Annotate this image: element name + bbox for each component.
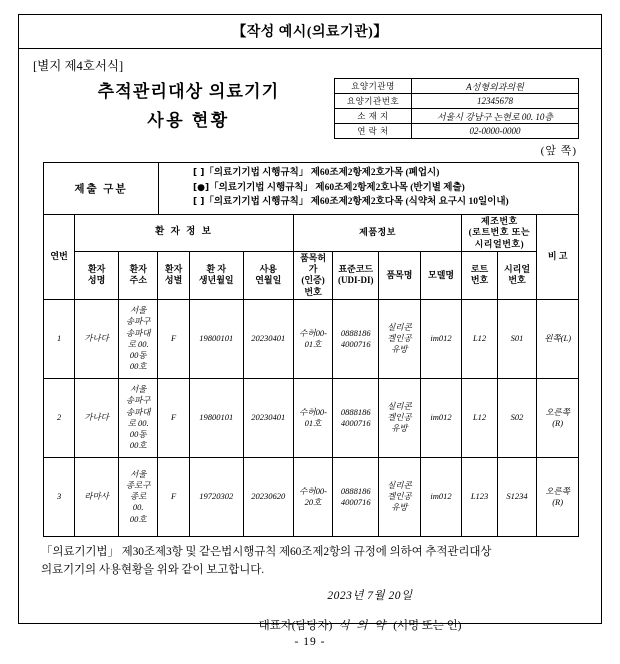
row3-patient-name: 라마사: [75, 457, 119, 536]
header-patient-address-l2: 주소: [129, 275, 147, 286]
closing-statement-line1: 「의료기기법」 제30조제3항 및 같은법시행규칙 제60조제2항의 규정에 의하여 추적관리대상: [41, 545, 492, 558]
submission-option-b[interactable]: [193, 181, 578, 196]
header-lot-no-l1: 로트: [470, 264, 489, 275]
row1-item-l2: 겔인공: [387, 333, 412, 344]
table-row: [335, 109, 579, 124]
row3-addr-l1: 서울: [129, 468, 147, 479]
row1-item-name: [379, 299, 421, 378]
row2-addr-l6: 00호: [129, 440, 147, 451]
institution-value-name: A성형외과의원: [412, 79, 579, 94]
table-row: [335, 79, 579, 94]
header-block: [43, 78, 579, 139]
row2-item-l1: 실리콘: [387, 400, 412, 411]
row1-addr-l1: 서울: [129, 305, 147, 316]
row1-addr-l6: 00호: [129, 361, 147, 372]
row1-remark-l1: 왼쪽(L): [544, 333, 572, 344]
row1-item-l3: 유방: [391, 344, 408, 355]
form-body: [43, 162, 579, 537]
header-patient-birth-l2: 생년월일: [198, 275, 234, 286]
table-row: [44, 378, 579, 457]
institution-label-number: 요양기관번호: [335, 94, 412, 109]
header-udi-di: [333, 251, 379, 299]
row1-model-name: im012: [420, 299, 462, 378]
institution-value-address: 서울시 강남구 논현로 00. 10층: [412, 109, 579, 124]
row2-item-l3: 유방: [391, 423, 408, 434]
row3-use-date: 20230620: [243, 457, 293, 536]
row2-lic-l1: 수허00-: [299, 406, 327, 417]
usage-records-table: [43, 214, 579, 537]
header-license-no-l3: (인증): [301, 275, 325, 286]
row2-patient-address: [118, 378, 158, 457]
row1-udi-di: [333, 299, 379, 378]
row1-license-no: [293, 299, 333, 378]
row1-patient-name: 가나다: [75, 299, 119, 378]
row2-addr-l3: 송파대: [125, 406, 151, 417]
header-serial-no-l1: 시리얼: [503, 264, 531, 275]
header-no: 연번: [44, 215, 75, 300]
header-patient-sex-l1: 환자: [164, 264, 183, 275]
row2-lic-l2: 01호: [304, 417, 322, 428]
checkbox-option-c[interactable]: [ ]: [193, 197, 205, 208]
closing-statement-line2: 의료기기의 사용현황을 위와 같이 보고합니다.: [41, 563, 265, 576]
header-patient-name-l2: 성명: [87, 275, 106, 286]
row1-item-l1: 실리콘: [387, 321, 412, 332]
header-item-name: 품목명: [379, 251, 421, 299]
row1-serial-no: S01: [497, 299, 537, 378]
row1-patient-sex: F: [158, 299, 189, 378]
header-patient-birth-l1: 환 자: [206, 264, 227, 275]
header-use-date-l2: 연월일: [255, 275, 282, 286]
row2-no: 2: [44, 378, 75, 457]
row3-item-l2: 겔인공: [387, 491, 412, 502]
closing-statement: [41, 544, 579, 636]
header-license-no-l1: 품목허: [299, 252, 327, 263]
row2-udi-l2: 4000716: [340, 417, 371, 428]
header-license-no-l4: 번호: [304, 286, 322, 297]
header-model-name: 모델명: [420, 251, 462, 299]
header-mfg-line2: (로트번호 또는: [468, 227, 531, 238]
document-heading-line1: 추적관리대상 의료기기: [97, 82, 280, 102]
row1-addr-l3: 송파대: [125, 327, 151, 338]
row2-patient-birth: 19800101: [189, 378, 243, 457]
institution-value-contact: 02-0000-0000: [412, 124, 579, 139]
row3-patient-address: [118, 457, 158, 536]
row3-addr-l5: 00호: [129, 513, 147, 524]
row2-udi-l1: 0888186: [340, 406, 371, 417]
header-license-no-l2: 가: [308, 264, 318, 275]
header-use-date: [243, 251, 293, 299]
header-group-manufacture-number: [462, 215, 537, 252]
header-remarks: 비 고: [537, 215, 579, 300]
checkbox-option-b[interactable]: [●]: [193, 182, 210, 193]
header-use-date-l1: 사용: [259, 264, 277, 275]
row1-addr-l5: 00동: [129, 349, 147, 360]
institution-value-number: 12345678: [412, 94, 579, 109]
form-number: [별지 제4호서식]: [33, 59, 124, 73]
table-row: [44, 299, 579, 378]
submission-type-options: [159, 163, 579, 215]
header-license-no: [293, 251, 333, 299]
row3-item-l3: 유방: [391, 502, 408, 513]
submission-option-a[interactable]: [193, 166, 578, 181]
submission-type-label: 제출 구분: [44, 163, 159, 215]
institution-label-address: 소 재 지: [335, 109, 412, 124]
header-patient-sex: [158, 251, 189, 299]
header-patient-birth: [189, 251, 243, 299]
row1-remarks: [537, 299, 579, 378]
header-group-patient-info: 환 자 정 보: [75, 215, 294, 252]
document-title-banner: 【작성 예시(의료기관)】: [19, 15, 601, 49]
header-udi-di-l1: 표준코드: [338, 264, 374, 275]
signer-suffix: (서명 또는 인): [393, 620, 462, 633]
row2-item-l2: 겔인공: [387, 412, 412, 423]
row2-remarks: [537, 378, 579, 457]
row1-use-date: 20230401: [243, 299, 293, 378]
row3-lot-no: L123: [462, 457, 497, 536]
row3-item-l1: 실리콘: [387, 479, 412, 490]
row2-serial-no: S02: [497, 378, 537, 457]
header-patient-address-l1: 환자: [129, 264, 147, 275]
row3-no: 3: [44, 457, 75, 536]
header-lot-no: [462, 251, 497, 299]
report-date: 2023년 7월 20일: [327, 590, 413, 603]
submission-option-c-text: 「의료기기법 시행규칙」 제60조제2항제2호다목 (식약처 요구시 10일이내): [204, 197, 509, 208]
row3-license-no: [293, 457, 333, 536]
row3-serial-no: S1234: [497, 457, 537, 536]
front-page-mark: (앞 쪽): [540, 145, 577, 157]
row3-udi-di: [333, 457, 379, 536]
row3-model-name: im012: [420, 457, 462, 536]
table-row: [44, 163, 579, 215]
table-row: [335, 94, 579, 109]
row1-lic-l2: 01호: [304, 338, 322, 349]
document-heading-line2: 사용 현황: [147, 110, 230, 130]
row1-udi-l2: 4000716: [340, 338, 371, 349]
row3-addr-l3: 종로: [129, 491, 147, 502]
header-patient-address: [118, 251, 158, 299]
header-mfg-line3: 시리얼번호): [474, 238, 525, 249]
header-patient-sex-l2: 성별: [164, 275, 183, 286]
row2-patient-sex: F: [158, 378, 189, 457]
row3-remark-l2: (R): [552, 496, 564, 507]
row2-addr-l2: 송파구: [125, 395, 151, 406]
document-page: [18, 14, 602, 633]
row2-lot-no: L12: [462, 378, 497, 457]
header-serial-no: [497, 251, 537, 299]
row2-item-name: [379, 378, 421, 457]
row2-remark-l1: 오른쪽: [545, 406, 570, 417]
submission-option-a-text: 「의료기기법 시행규칙」 제60조제2항제2호가목 (폐업시): [204, 168, 440, 178]
row2-addr-l1: 서울: [129, 384, 147, 395]
header-udi-di-l2: (UDI-DI): [337, 275, 374, 286]
header-lot-no-l2: 번호: [470, 275, 489, 286]
row3-remark-l1: 오른쪽: [545, 485, 570, 496]
row2-addr-l5: 00동: [129, 428, 147, 439]
row1-lic-l1: 수허00-: [299, 327, 327, 338]
row2-patient-name: 가나다: [75, 378, 119, 457]
header-patient-name: [75, 251, 119, 299]
row2-model-name: im012: [420, 378, 462, 457]
header-serial-no-l2: 번호: [508, 275, 526, 286]
signer-name: 식 의 약: [338, 620, 388, 633]
row3-patient-birth: 19720302: [189, 457, 243, 536]
header-patient-name-l1: 환자: [87, 264, 106, 275]
row3-addr-l4: 00.: [132, 502, 144, 513]
submission-option-b-text: 「의료기기법 시행규칙」 제60조제2항제2호나목 (반기별 제출): [209, 182, 465, 193]
row2-license-no: [293, 378, 333, 457]
institution-label-contact: 연 락 처: [335, 124, 412, 139]
row2-use-date: 20230401: [243, 378, 293, 457]
row1-addr-l2: 송파구: [125, 316, 151, 327]
row3-remarks: [537, 457, 579, 536]
row3-lic-l2: 20호: [304, 496, 322, 507]
row1-udi-l1: 0888186: [340, 327, 371, 338]
row3-patient-sex: F: [158, 457, 189, 536]
table-row: [44, 457, 579, 536]
row3-addr-l2: 종로구: [125, 479, 151, 490]
row1-patient-address: [118, 299, 158, 378]
table-group-header-row: [44, 215, 579, 252]
institution-info-table: [334, 78, 579, 139]
row3-udi-l2: 4000716: [340, 496, 371, 507]
row1-lot-no: L12: [462, 299, 497, 378]
header-mfg-line1: 제조번호: [480, 216, 518, 227]
row1-no: 1: [44, 299, 75, 378]
signature-line: [41, 618, 579, 636]
row3-item-name: [379, 457, 421, 536]
row1-addr-l4: 로 00.: [127, 338, 149, 349]
table-column-header-row: [44, 251, 579, 299]
submission-option-c[interactable]: [193, 195, 578, 210]
row2-udi-di: [333, 378, 379, 457]
signer-label: 대표자(담당자): [258, 620, 333, 633]
row3-udi-l1: 0888186: [340, 485, 371, 496]
document-heading: [43, 78, 334, 139]
header-group-product-info: 제품정보: [293, 215, 462, 252]
submission-type-table: [43, 162, 579, 215]
row2-remark-l2: (R): [552, 417, 564, 428]
row3-lic-l1: 수허00-: [299, 485, 327, 496]
row1-patient-birth: 19800101: [189, 299, 243, 378]
checkbox-option-a[interactable]: [ ]: [193, 168, 205, 178]
page-number: - 19 -: [294, 636, 326, 648]
institution-label-name: 요양기관명: [335, 79, 412, 94]
row2-addr-l4: 로 00.: [127, 417, 149, 428]
table-row: [335, 124, 579, 139]
